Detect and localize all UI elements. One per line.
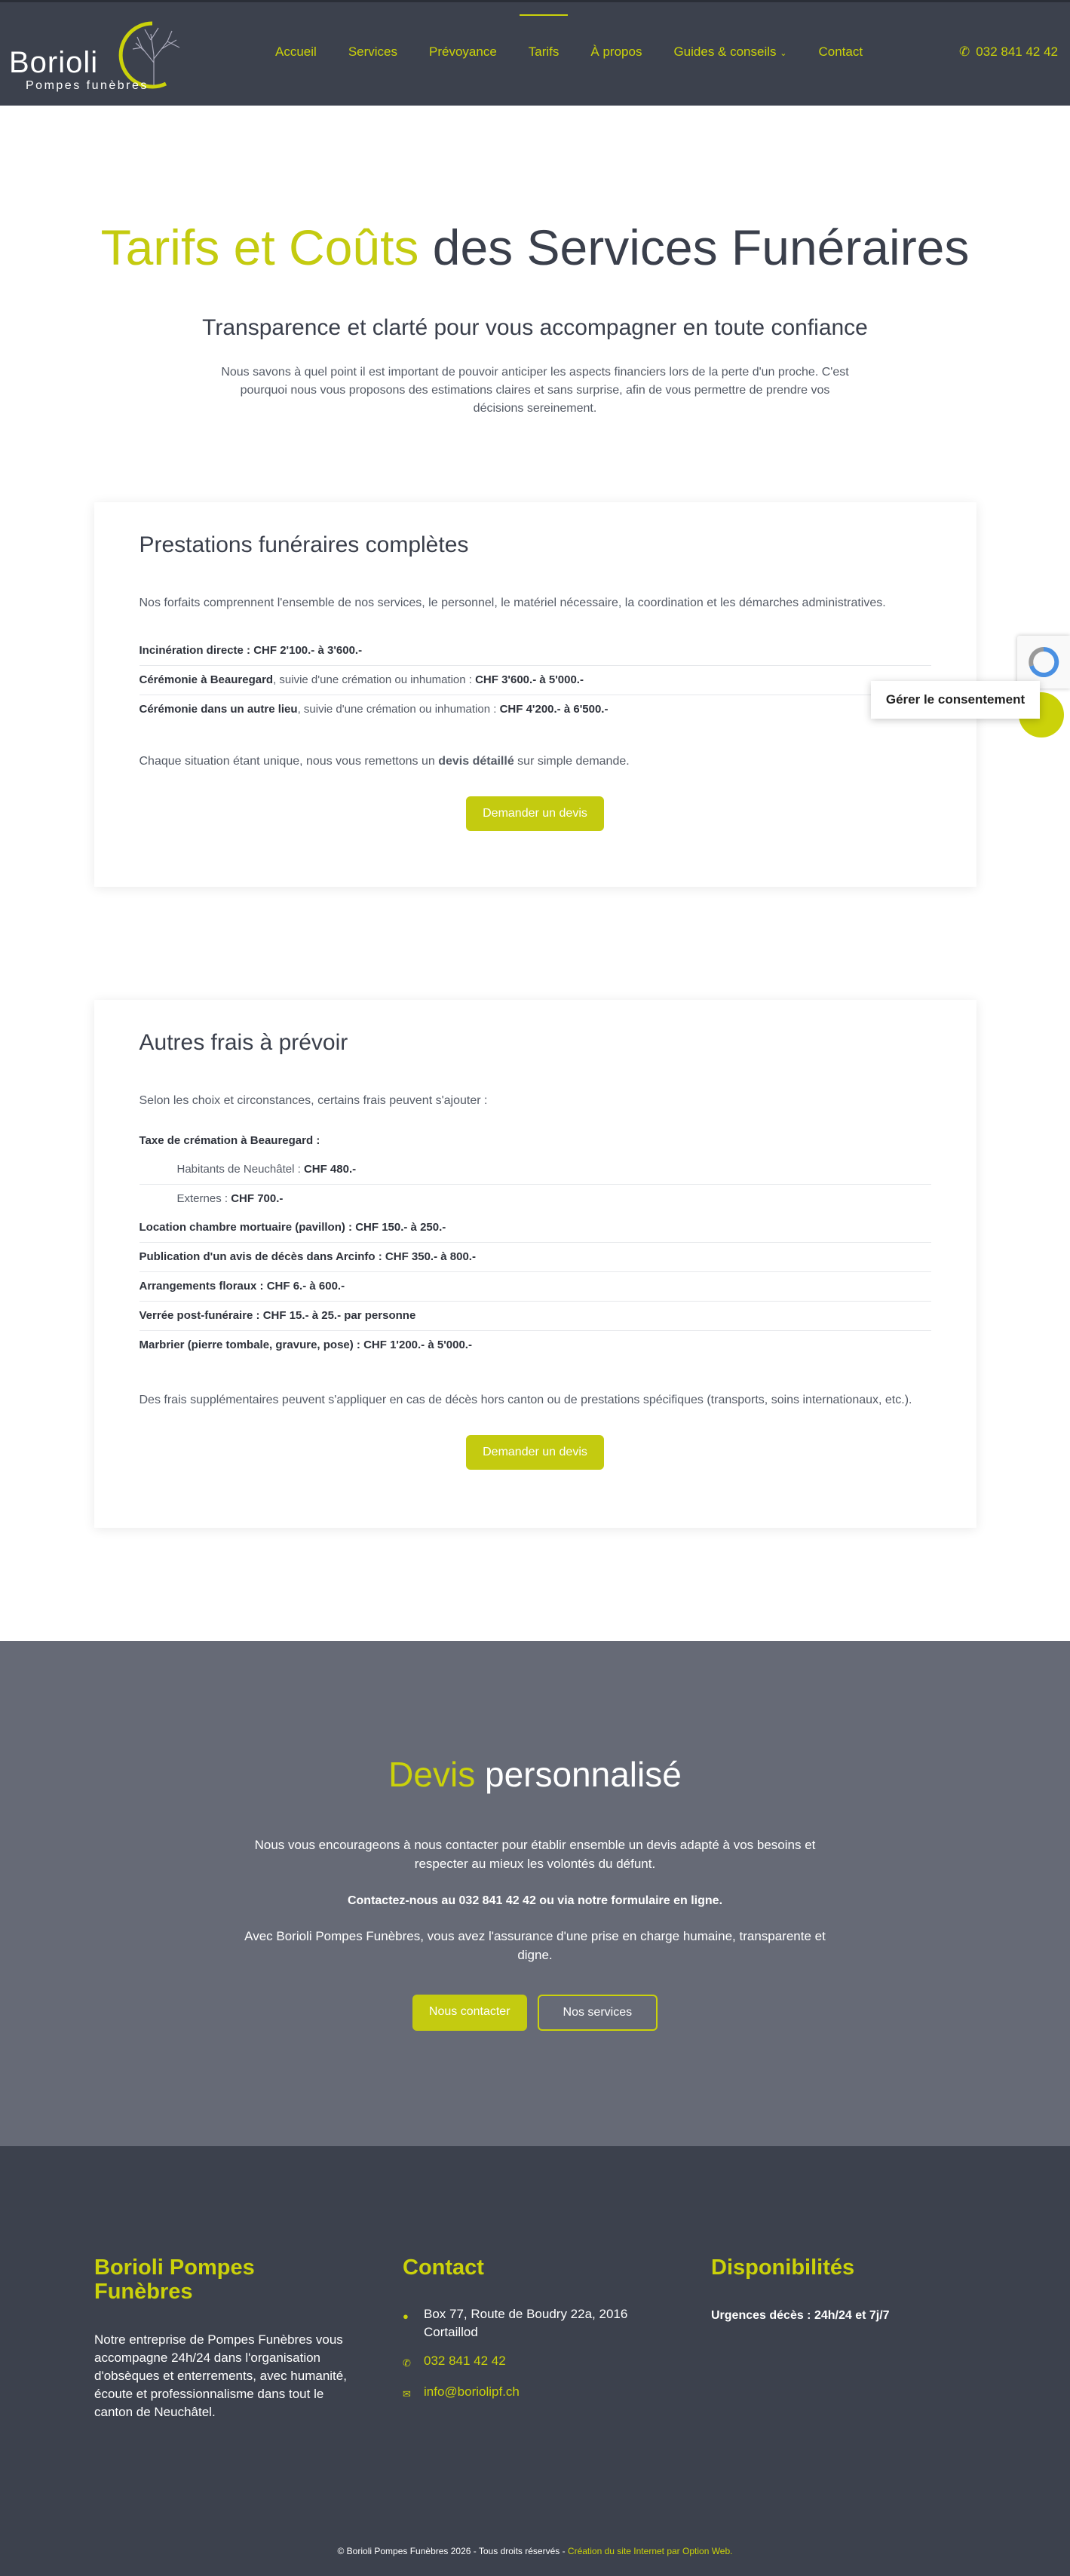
phone-icon: ✆	[403, 2357, 411, 2369]
list-item: Habitants de Neuchâtel : CHF 480.-	[139, 1155, 931, 1185]
devis-text-3: Avec Borioli Pompes Funèbres, vous avez l'assurance d'une prise en charge humaine, transparente et digne.	[244, 1929, 826, 1962]
map-marker-icon: ●	[403, 2311, 409, 2322]
prestations-note: Chaque situation étant unique, nous vous remettons un devis détaillé sur simple demande.	[139, 755, 630, 768]
page-title	[0, 219, 1070, 276]
list-item: Cérémonie dans un autre lieu, suivie d'une crémation ou inhumation : CHF 4'200.- à 6'500.-	[139, 703, 609, 716]
list-item: Cérémonie à Beauregard, suivie d'une crémation ou inhumation : CHF 3'600.- à 5'000.-	[139, 666, 931, 695]
phone-icon: ✆	[959, 44, 970, 59]
nav-guides-label: Guides & conseils	[673, 44, 777, 59]
chevron-down-icon: ⌄	[780, 49, 787, 58]
nav-accueil[interactable]: Accueil	[275, 44, 317, 59]
autres-frais-list	[139, 1127, 931, 1360]
nav-prevoyance[interactable]: Prévoyance	[429, 44, 497, 59]
autres-frais-title: Autres frais à prévoir	[139, 1030, 348, 1055]
page-title-accent: Tarifs et Coûts	[100, 219, 419, 275]
devis-section	[0, 1641, 1070, 2146]
nav-tarifs[interactable]: Tarifs	[528, 44, 560, 59]
footer-availability-title: Disponibilités	[711, 2256, 855, 2280]
devis-text-2: Contactez-nous au 032 841 42 42 ou via notre formulaire en ligne.	[347, 1894, 723, 1907]
autres-frais-intro: Selon les choix et circonstances, certains frais peuvent s'ajouter :	[139, 1094, 488, 1107]
envelope-icon: ✉	[403, 2388, 411, 2400]
prestations-list	[139, 636, 931, 724]
contact-button[interactable]: Nous contacter	[412, 1995, 527, 2031]
site-header	[0, 0, 1070, 106]
site-footer	[0, 2146, 1070, 2576]
copyright: © Borioli Pompes Funèbres 2026 - Tous droits réservés - Création du site Internet par Option Web.	[337, 2546, 733, 2556]
prestations-title: Prestations funéraires complètes	[139, 532, 469, 557]
manage-consent-button[interactable]: Gérer le consentement	[871, 681, 1040, 719]
page-title-rest: des Services Funéraires	[432, 219, 970, 275]
footer-address: ● Box 77, Route de Boudry 22a, 2016 Cortaillod	[403, 2305, 674, 2341]
list-item: Incinération directe : CHF 2'100.- à 3'600.-	[139, 636, 931, 666]
autres-frais-card	[94, 1000, 976, 1528]
credit-link[interactable]: Création du site Internet par Option Web.	[567, 2546, 733, 2556]
footer-about	[94, 2256, 358, 2421]
prestations-card	[94, 502, 976, 887]
prestations-intro: Nos forfaits comprennent l'ensemble de nos services, le personnel, le matériel nécessaire, la coordination et les démarches administratives.	[139, 596, 886, 609]
logo-tagline: Pompes funèbres	[26, 79, 149, 92]
list-item: Verrée post-funéraire : CHF 15.- à 25.- par personne	[139, 1302, 931, 1331]
footer-about-text: Notre entreprise de Pompes Funèbres vous accompagne 24h/24 dans l'organisation d'obsèques et enterrements, avec humanité, écoute et professionnalisme dans tout le canton de Neuchâtel.	[94, 2332, 347, 2419]
list-item: Externes : CHF 700.-	[176, 1192, 284, 1205]
devis-text-1: Nous vous encourageons à nous contacter pour établir ensemble un devis adapté à vos besoins et respecter au mieux les volontés du défunt.	[254, 1838, 816, 1871]
autres-frais-note: Des frais supplémentaires peuvent s'appliquer en cas de décès hors canton ou de prestations spécifiques (transports, soins internationaux, etc.).	[139, 1394, 912, 1406]
list-item: Arrangements floraux : CHF 6.- à 600.-	[139, 1272, 931, 1302]
footer-email-link[interactable]: ✉ info@boriolipf.ch	[403, 2383, 674, 2403]
footer-availability	[711, 2256, 983, 2325]
devis-title: Devis personnalisé	[388, 1755, 682, 1794]
logo-wordmark: Borioli	[9, 46, 99, 79]
main-nav	[275, 44, 894, 60]
nav-services[interactable]: Services	[348, 44, 397, 59]
footer-about-title: Borioli Pompes Funèbres	[94, 2256, 255, 2304]
list-item: Publication d'un avis de décès dans Arcinfo : CHF 350.- à 800.-	[139, 1243, 931, 1272]
footer-contact-title: Contact	[403, 2256, 484, 2280]
nav-contact[interactable]: Contact	[818, 44, 863, 59]
request-quote-button[interactable]: Demander un devis	[466, 1435, 604, 1470]
hero-section	[0, 106, 1070, 418]
header-phone-number: 032 841 42 42	[976, 44, 1058, 59]
nav-a-propos[interactable]: À propos	[590, 44, 642, 59]
list-item: Taxe de crémation à Beauregard :	[139, 1134, 320, 1147]
page-subtitle: Transparence et clarté pour vous accompagner en toute confiance	[202, 315, 868, 340]
list-item: Location chambre mortuaire (pavillon) : CHF 150.- à 250.-	[139, 1213, 931, 1243]
footer-phone-link[interactable]: ✆ 032 841 42 42	[403, 2352, 674, 2372]
header-phone-link[interactable]	[959, 44, 1058, 60]
footer-contact	[403, 2256, 674, 2403]
hero-text: Nous savons à quel point il est important de pouvoir anticiper les aspects financiers lors de la perte d'un proche. C'est pourquoi nous vous proposons des estimations claires et sans surprise, afin de vous permettre de prendre vos décisions sereinement.	[221, 366, 849, 415]
footer-availability-text: Urgences décès : 24h/24 et 7j/7	[711, 2309, 890, 2322]
services-button[interactable]: Nos services	[538, 1995, 658, 2031]
nav-guides[interactable]	[673, 44, 786, 60]
logo[interactable]	[9, 13, 190, 96]
list-item: Marbrier (pierre tombale, gravure, pose) : CHF 1'200.- à 5'000.-	[139, 1339, 472, 1351]
request-quote-button[interactable]: Demander un devis	[466, 796, 604, 831]
